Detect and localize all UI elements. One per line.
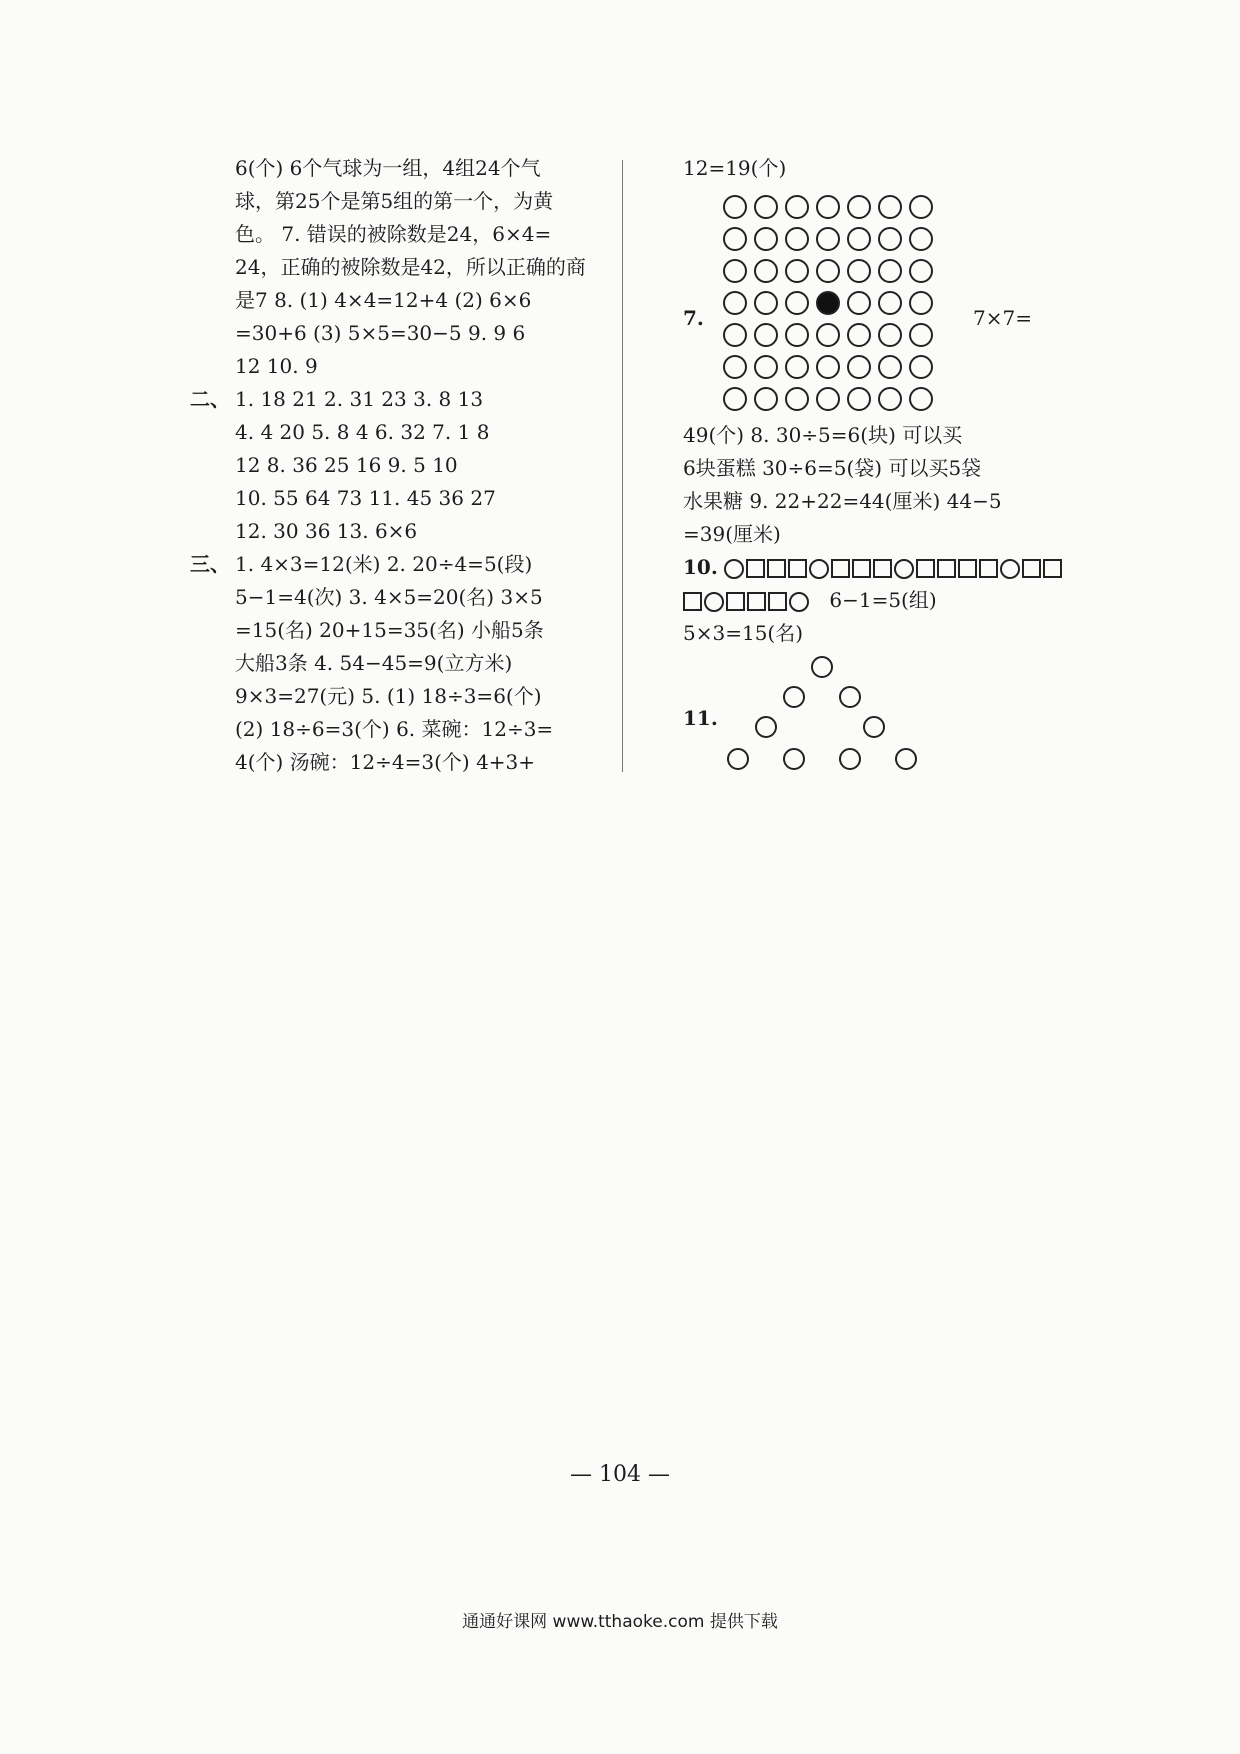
square-icon [768,592,787,611]
circle-icon [754,355,778,379]
circle-icon [847,387,871,411]
circle-icon [894,559,914,579]
square-icon [958,559,977,578]
text-line: 12 8. 36 25 16 9. 5 10 [235,453,458,477]
text-line: 12=19(个) [683,156,787,180]
text-line: 9×3=27(元) 5. (1) 18÷3=6(个) [235,684,542,708]
text-line: =30+6 (3) 5×5=30−5 9. 9 6 [235,321,526,345]
circle-icon [754,323,778,347]
text-line: 1. 4×3=12(米) 2. 20÷4=5(段) [235,552,533,576]
text-line: 是7 8. (1) 4×4=12+4 (2) 6×6 [235,288,532,312]
circle-icon [878,259,902,283]
circle-icon [847,195,871,219]
circle-icon [878,323,902,347]
q7-number: 7. [683,306,704,330]
circle-icon [783,686,805,708]
square-icon [852,559,871,578]
circle-icon [785,195,809,219]
circle-icon [847,291,871,315]
section-2-heading: 二、 [190,387,230,411]
text-line: 49(个) 8. 30÷5=6(块) 可以买 [683,423,963,447]
circle-icon [724,559,744,579]
circle-icon [727,748,749,770]
circle-icon [1000,559,1020,579]
circle-icon [909,323,933,347]
circle-icon [878,355,902,379]
circle-icon [816,387,840,411]
q10-shape-pattern [724,559,1064,579]
text-line: 12. 30 36 13. 6×6 [235,519,418,543]
circle-icon [909,259,933,283]
q10-shape-pattern [683,592,811,612]
circle-icon [723,387,747,411]
square-icon [767,559,786,578]
text-line: 10. 55 64 73 11. 45 36 27 [235,486,496,510]
circle-icon [909,291,933,315]
q7-circle-grid [683,191,1068,415]
q10-pattern-line-2 [683,584,1068,617]
circle-icon [811,656,833,678]
left-column [190,152,610,779]
circle-icon [723,355,747,379]
square-icon [831,559,850,578]
circle-icon [783,748,805,770]
square-icon [746,559,765,578]
q10-number: 10. [683,555,718,579]
text-line: 大船3条 4. 54−45=9(立方米) [235,651,513,675]
square-icon [683,592,702,611]
circle-icon [789,592,809,612]
q11-circle-triangle [683,656,1068,796]
q10-answer: 6−1=5(组) [829,588,937,612]
circle-icon [755,716,777,738]
circle-icon [847,355,871,379]
text-line: 6(个) 6个气球为一组，4组24个气 [235,156,541,180]
text-line: 水果糖 9. 22+22=44(厘米) 44−5 [683,489,1002,513]
circle-icon [847,259,871,283]
square-icon [1043,559,1062,578]
circle-icon [809,559,829,579]
circle-icon [704,592,724,612]
circle-icon [754,227,778,251]
square-icon [937,559,956,578]
circle-icon [785,259,809,283]
circle-icon [723,195,747,219]
column-divider [622,160,623,772]
section-3 [190,548,610,779]
square-icon [726,592,745,611]
square-icon [747,592,766,611]
circle-icon [723,323,747,347]
square-icon [873,559,892,578]
text-line: 球，第25个是第5组的第一个，为黄 [235,189,554,213]
section-3-heading: 三、 [190,552,230,576]
text-line: =39(厘米) [683,522,781,546]
circle-icon [723,291,747,315]
circle-icon [785,227,809,251]
square-icon [916,559,935,578]
circle-icon [785,291,809,315]
square-icon [979,559,998,578]
text-line: 4. 4 20 5. 8 4 6. 32 7. 1 8 [235,420,490,444]
section-2 [190,383,610,548]
filled-circle-icon [816,291,840,315]
circle-icon [909,355,933,379]
circle-icon [816,323,840,347]
circle-icon [754,387,778,411]
circle-icon [878,227,902,251]
text-line: 1. 18 21 2. 31 23 3. 8 13 [235,387,484,411]
circle-icon [847,323,871,347]
circle-icon [863,716,885,738]
square-icon [788,559,807,578]
circle-icon [816,355,840,379]
circle-icon [878,291,902,315]
circle-icon [909,387,933,411]
text-line: 4(个) 汤碗：12÷4=3(个) 4+3+ [235,750,536,774]
circle-icon [754,259,778,283]
text-line: (2) 18÷6=3(个) 6. 菜碗：12÷3= [235,717,554,741]
text-line: 5−1=4(次) 3. 4×5=20(名) 3×5 [235,585,543,609]
circle-icon [839,686,861,708]
circle-icon [785,323,809,347]
circle-icon [816,227,840,251]
q7-expression: 7×7= [973,306,1032,330]
q11-number: 11. [683,706,718,730]
text-line: 24，正确的被除数是42，所以正确的商 [235,255,586,279]
circle-icon [909,227,933,251]
square-icon [1022,559,1041,578]
q10-pattern-line-1 [683,551,1068,584]
circle-icon [878,195,902,219]
circle-icon [816,259,840,283]
text-line: 12 10. 9 [235,354,318,378]
circle-icon [723,227,747,251]
footer-credit: 通通好课网 www.tthaoke.com 提供下载 [462,1612,778,1632]
text-line: 6块蛋糕 30÷6=5(袋) 可以买5袋 [683,456,982,480]
right-column [683,152,1068,796]
text-line: 色。 7. 错误的被除数是24，6×4= [235,222,552,246]
page-number: — 104 — [570,1462,670,1487]
circle-icon [785,355,809,379]
circle-icon [839,748,861,770]
text-line: 5×3=15(名) [683,621,804,645]
circle-icon [816,195,840,219]
circle-icon [754,291,778,315]
circle-icon [754,195,778,219]
circle-icon [723,259,747,283]
circle-icon [878,387,902,411]
circle-icon [785,387,809,411]
text-line: =15(名) 20+15=35(名) 小船5条 [235,618,544,642]
circle-icon [909,195,933,219]
circle-icon [847,227,871,251]
circle-icon [895,748,917,770]
